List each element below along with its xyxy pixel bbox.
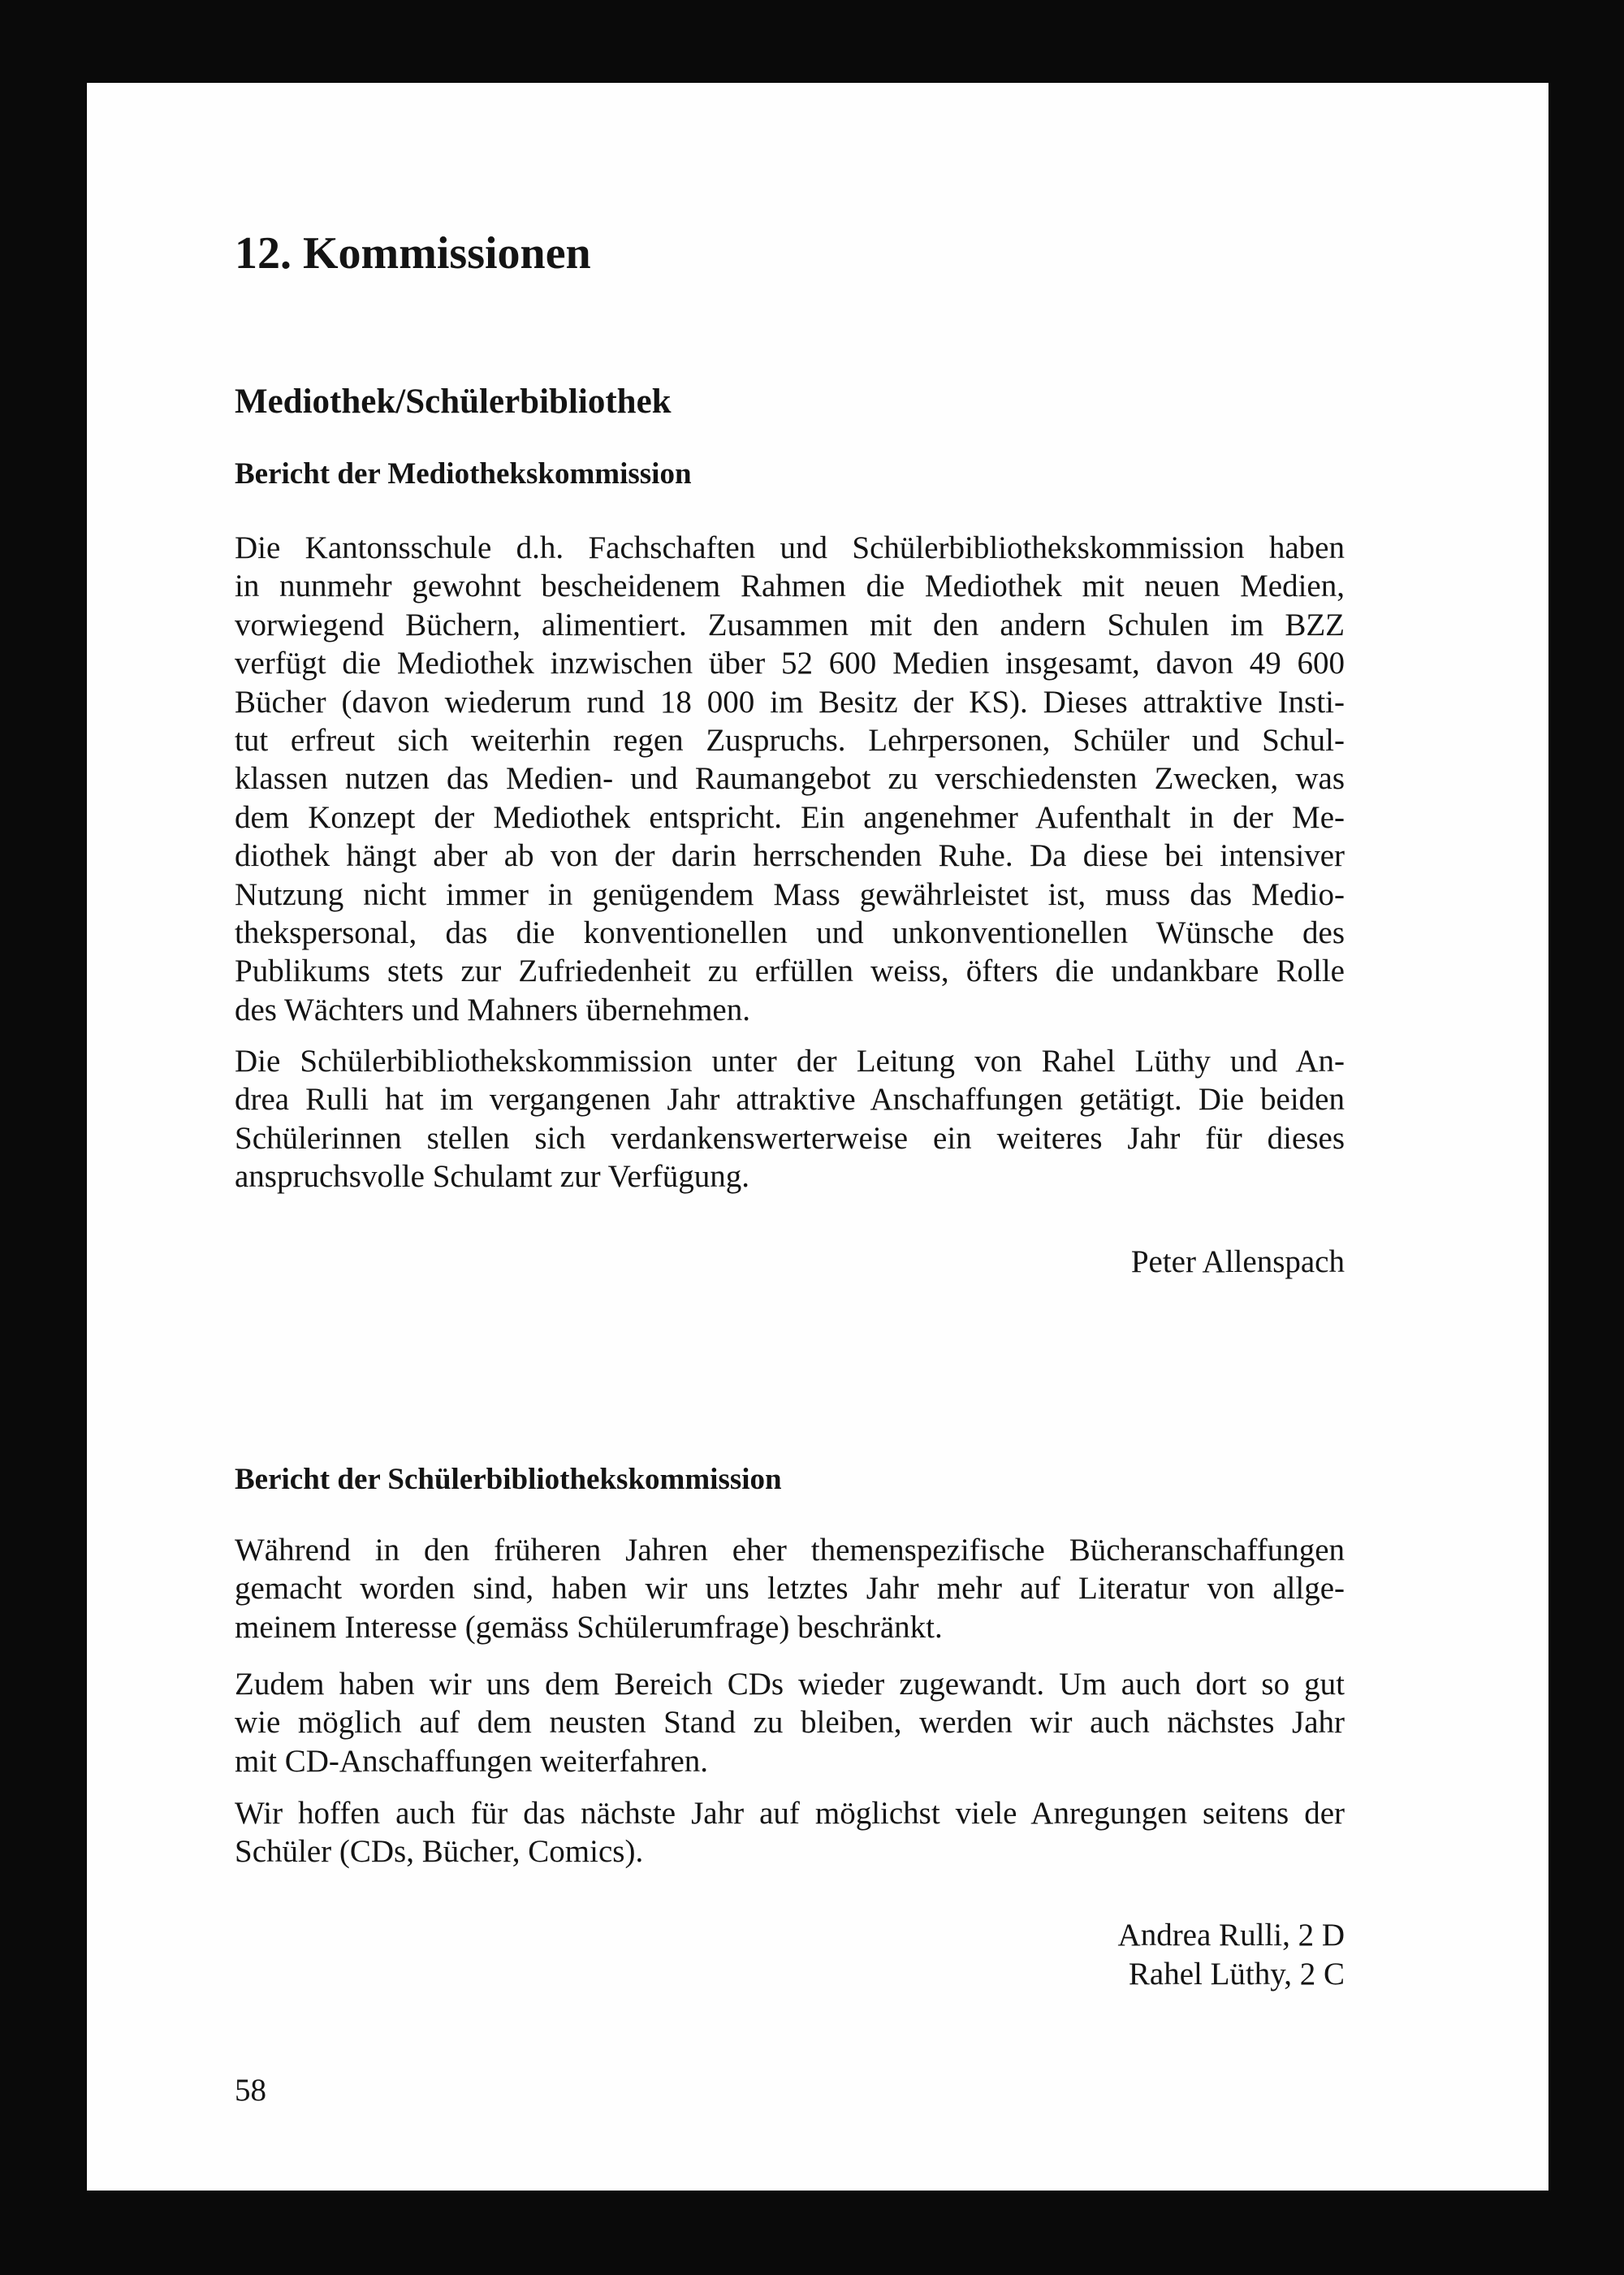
text-line: klassen nutzen das Medien- und Raumangebot zu verschiedensten Zwecken, was — [235, 761, 1345, 797]
text-line: anspruchsvolle Schulamt zur Verfügung. — [235, 1159, 749, 1195]
report1-signature: Peter Allenspach — [1130, 1244, 1345, 1279]
text-line: diothek hängt aber ab von der darin herrschenden Ruhe. Da diese bei intensiver — [235, 838, 1345, 874]
report2-paragraph-2 — [235, 1665, 1345, 1780]
text-line: in nunmehr gewohnt bescheidenem Rahmen die Mediothek mit neuen Medien, — [235, 569, 1345, 604]
text-line: Nutzung nicht immer in genügendem Mass gewährleistet ist, muss das Medio- — [235, 876, 1345, 912]
text-line: thekspersonal, das die konventionellen und unkonventionellen Wünsche des — [235, 915, 1345, 950]
report2-signature-2: Rahel Lüthy, 2 C — [1128, 1957, 1345, 1992]
text-line: gemacht worden sind, haben wir uns letztes Jahr mehr auf Literatur von allge- — [235, 1571, 1345, 1607]
text-line: tut erfreut sich weiterhin regen Zuspruchs. Lehrpersonen, Schüler und Schul- — [235, 722, 1345, 758]
report2-signature-1: Andrea Rulli, 2 D — [1117, 1918, 1345, 1953]
report2-heading: Bericht der Schülerbibliothekskommission — [235, 1463, 782, 1496]
report1-paragraph-2 — [235, 1042, 1345, 1196]
text-line: Zudem haben wir uns dem Bereich CDs wieder zugewandt. Um auch dort so gut — [235, 1667, 1345, 1702]
page-number: 58 — [235, 2073, 266, 2108]
text-line: des Wächters und Mahners übernehmen. — [235, 992, 750, 1027]
text-line: verfügt die Mediothek inzwischen über 52 600 Medien insgesamt, davon 49 600 — [235, 646, 1345, 681]
chapter-title: 12. Kommissionen — [235, 228, 591, 279]
text-line: dem Konzept der Mediothek entspricht. Ein angenehmer Aufenthalt in der Me- — [235, 799, 1345, 835]
text-line: wie möglich auf dem neusten Stand zu bleiben, werden wir auch nächstes Jahr — [235, 1705, 1345, 1741]
text-line: Wir hoffen auch für das nächste Jahr auf möglichst viele Anregungen seitens der — [235, 1796, 1345, 1831]
text-line: Bücher (davon wiederum rund 18 000 im Besitz der KS). Dieses attraktive Insti- — [235, 684, 1345, 720]
document-page — [87, 83, 1548, 2191]
text-line: Schüler (CDs, Bücher, Comics). — [235, 1834, 644, 1870]
text-line: Publikums stets zur Zufriedenheit zu erfüllen weiss, öfters die undankbare Rolle — [235, 954, 1345, 989]
report2-paragraph-1 — [235, 1531, 1345, 1646]
report1-heading: Bericht der Mediothekskommission — [235, 457, 692, 491]
text-line: drea Rulli hat im vergangenen Jahr attraktive Anschaffungen getätigt. Die beiden — [235, 1082, 1345, 1118]
text-line: Während in den früheren Jahren eher themenspezifische Bücheranschaffungen — [235, 1533, 1345, 1568]
report1-paragraph-1 — [235, 529, 1345, 1029]
text-line: Die Kantonsschule d.h. Fachschaften und Schülerbibliothekskommission haben — [235, 530, 1345, 565]
text-line: Die Schülerbibliothekskommission unter der Leitung von Rahel Lüthy und An- — [235, 1044, 1345, 1079]
text-line: vorwiegend Büchern, alimentiert. Zusammen mit den andern Schulen im BZZ — [235, 607, 1345, 642]
text-line: meinem Interesse (gemäss Schülerumfrage) beschränkt. — [235, 1609, 943, 1645]
report2-paragraph-3 — [235, 1794, 1345, 1871]
section-title: Mediothek/Schülerbibliothek — [235, 383, 672, 421]
text-line: Schülerinnen stellen sich verdankenswerterweise ein weiteres Jahr für dieses — [235, 1120, 1345, 1156]
text-line: mit CD-Anschaffungen weiterfahren. — [235, 1743, 709, 1779]
